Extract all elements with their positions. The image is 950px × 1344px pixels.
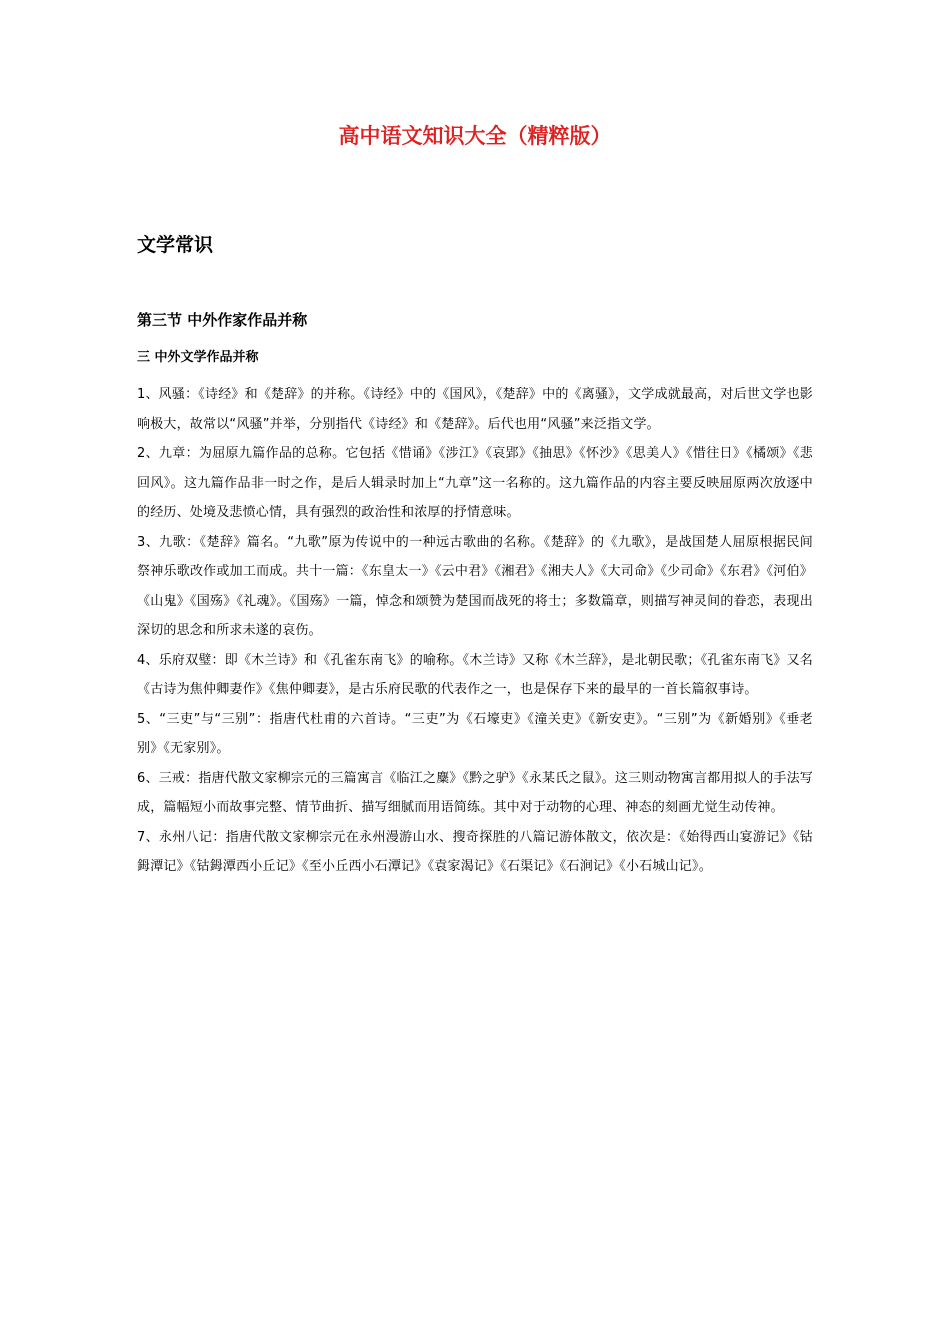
entry-list xyxy=(137,380,813,882)
section-heading: 文学常识 xyxy=(137,234,214,256)
subsubsection-heading: 三 中外文学作品并称 xyxy=(137,350,259,365)
entry-yongzhou-baji: 7、永州八记：指唐代散文家柳宗元在永州漫游山水、搜奇探胜的八篇记游体散文，依次是：《始得西山宴游记》《钴鉧潭记》《钴鉧潭西小丘记》《至小丘西小石潭记》《袁家渴记》《石渠记》《石涧记》《小石城山记》。 xyxy=(137,829,813,874)
subsection-heading: 第三节 中外作家作品并称 xyxy=(137,311,308,329)
document-title: 高中语文知识大全（精粹版） xyxy=(338,124,612,148)
entry-yuefu-shuangbi: 4、乐府双璧：即《木兰诗》和《孔雀东南飞》的喻称。《木兰诗》又称《木兰辞》，是北朝民歌；《孔雀东南飞》又名《古诗为焦仲卿妻作》《焦仲卿妻》，是古乐府民歌的代表作之一，也是保存下来的最早的一首长篇叙事诗。 xyxy=(137,652,813,697)
entry-sanli-sanbie: 5、“三吏”与“三别”：指唐代杜甫的六首诗。“三吏”为《石壕吏》《潼关吏》《新安吏》。“三别”为《新婚别》《垂老别》《无家别》。 xyxy=(137,711,813,756)
entry-jiuzhang: 2、九章：为屈原九篇作品的总称。它包括《惜诵》《涉江》《哀郢》《抽思》《怀沙》《思美人》《惜往日》《橘颂》《悲回风》。这九篇作品非一时之作，是后人辑录时加上“九章”这一名称的。这九篇作品的内容主要反映屈原两次放逐中的经历、处境及悲愤心情，具有强烈的政治性和浓厚的抒情意味。 xyxy=(137,446,813,520)
entry-jiuge: 3、九歌：《楚辞》篇名。“九歌”原为传说中的一种远古歌曲的名称。《楚辞》的《九歌》，是战国楚人屈原根据民间祭神乐歌改作或加工而成。共十一篇：《东皇太一》《云中君》《湘君》《湘夫人》《大司命》《少司命》《东君》《河伯》《山鬼》《国殇》《礼魂》。《国殇》一篇，悼念和颂赞为楚国而战死的将士；多数篇章，则描写神灵间的眷恋，表现出深切的思念和所求未遂的哀伤。 xyxy=(137,534,813,638)
entry-fengsao: 1、风骚：《诗经》和《楚辞》的并称。《诗经》中的《国风》，《楚辞》中的《离骚》，文学成就最高，对后世文学也影响极大，故常以“风骚”并举，分别指代《诗经》和《楚辞》。后代也用“风骚”来泛指文学。 xyxy=(137,387,813,432)
entry-sanjie: 6、三戒：指唐代散文家柳宗元的三篇寓言《临江之麋》《黔之驴》《永某氏之鼠》。这三则动物寓言都用拟人的手法写成，篇幅短小而故事完整、情节曲折、描写细腻而用语简练。其中对于动物的心理、神态的刻画尤觉生动传神。 xyxy=(137,770,813,815)
